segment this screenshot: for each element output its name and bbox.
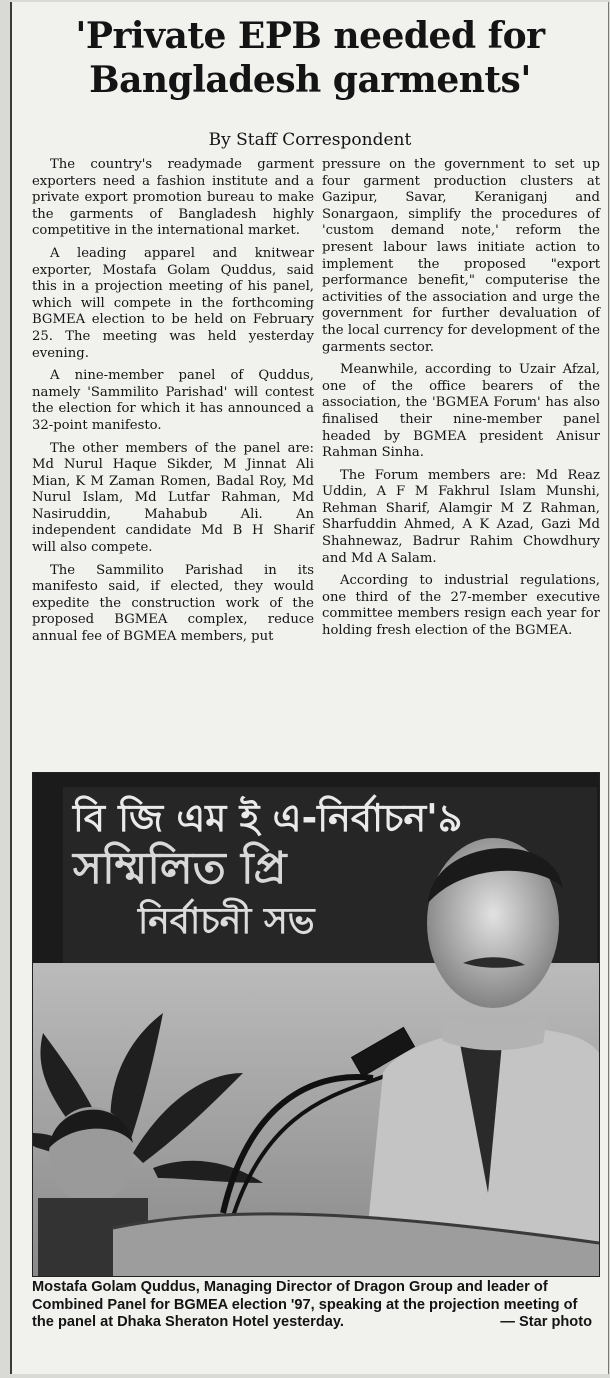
- article-column-right: [322, 157, 600, 646]
- article-paragraph: The other members of the panel are: Md Nurul Haque Sikder, M Jinnat Ali Mian, K M Zaman Romen, Badal Roy, Md Nurul Islam, Md Lutfar Rahman, Md Nasiruddin, Mahabub Ali. An independent candidate Md B H Sharif will also compete.: [32, 440, 314, 556]
- article-paragraph: A nine-member panel of Quddus, namely 'Sammilito Parishad' will contest the election for which it has announced a 32-point manifesto.: [32, 368, 314, 433]
- photo-caption: [32, 1279, 592, 1332]
- news-photo: [32, 772, 600, 1277]
- photo-credit: — Star photo: [500, 1314, 592, 1330]
- article-paragraph: The Forum members are: Md Reaz Uddin, A F M Fakhrul Islam Munshi, Rehman Sharif, Alamgir M Z Rahman, Sharfuddin Ahmed, A K Azad, Gazi Md Shahnewaz, Badrur Rahim Chowdhury and Md A Salam.: [322, 467, 600, 566]
- banner-line-2: সম্মিলিত প্রি: [73, 843, 287, 894]
- banner-line-3: নির্বাচনী সভ: [138, 901, 315, 942]
- banner-line-1: বি জি এম ই এ-নির্বাচন'৯: [73, 796, 463, 840]
- article-paragraph: A leading apparel and knitwear exporter, Mostafa Golam Quddus, said this in a projection meeting of his panel, which will compete in the forthcoming BGMEA election to be held on February 25. The meeting was held yesterday evening.: [32, 245, 314, 361]
- article-paragraph: According to industrial regulations, one third of the 27-member executive committee members resign each year for holding fresh election of the BGMEA.: [322, 573, 600, 639]
- article-paragraph: Meanwhile, according to Uzair Afzal, one of the office bearers of the association, the 'BGMEA Forum' has also finalised their nine-member panel headed by BGMEA president Anisur Rahman Sinha.: [322, 362, 600, 461]
- article-paragraph: pressure on the government to set up four garment production clusters at Gazipur, Savar, Keraniganj and Sonargaon, simplify the procedures of 'custom demand note,' reform the present labour laws initiate action to implement the proposed "export performance benefit," computerise the activities of the association and urge the government for further devaluation of the local currency for development of the garments sector.: [322, 157, 600, 355]
- byline: By Staff Correspondent: [208, 130, 412, 150]
- headline: 'Private EPB needed for Bangladesh garments': [75, 15, 545, 101]
- article-paragraph: The Sammilito Parishad in its manifesto said, if elected, they would expedite the construction work of the proposed BGMEA complex, reduce annual fee of BGMEA members, put: [32, 562, 314, 645]
- article-paragraph: The country's readymade garment exporters need a fashion institute and a private export promotion bureau to make the garments of Bangladesh highly competitive in the international market.: [32, 157, 314, 239]
- article-column-left: [32, 157, 314, 652]
- caption-text: Mostafa Golam Quddus, Managing Director of Dragon Group and leader of Combined Panel for BGMEA election '97, speaking at the projection meeting of the panel at Dhaka Sheraton Hotel yesterday.: [32, 1279, 578, 1330]
- newspaper-clipping: [10, 2, 609, 1374]
